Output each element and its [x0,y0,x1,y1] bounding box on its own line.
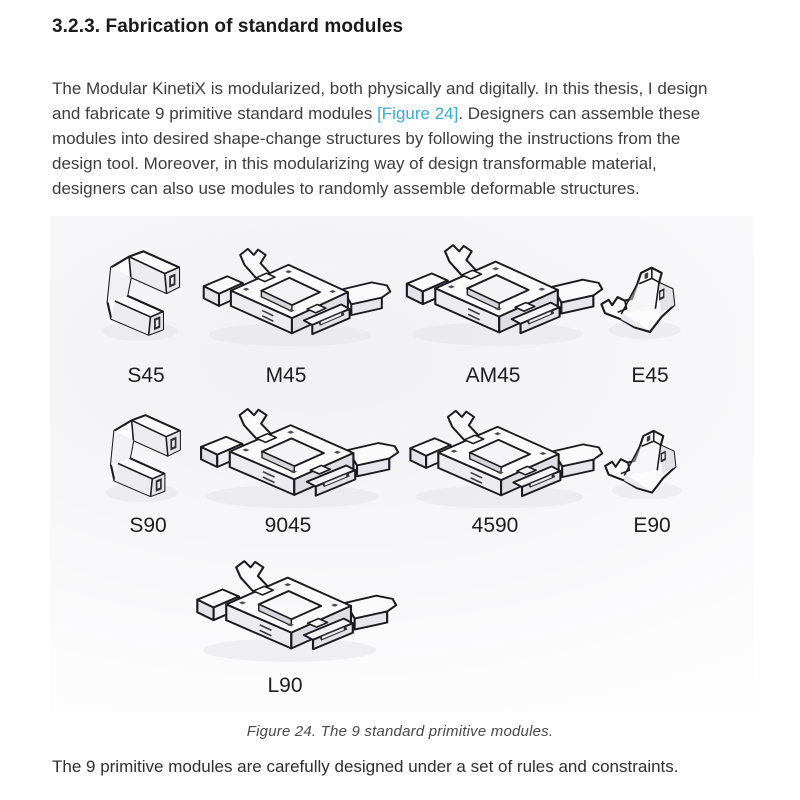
module-m45-render [180,242,392,360]
module-4590-render [386,404,604,522]
figure-caption: Figure 24. The 9 standard primitive modules. [246,723,554,740]
module-label-s45: S45 [127,364,165,387]
module-am45-render [382,238,604,360]
intro-paragraph [52,76,724,201]
module-label-4590: 4590 [471,514,519,537]
module-label-9045: 9045 [264,514,312,537]
intro-text-before-link: The Modular KinetiX is modularized, both physically and digitally. In this thesis, I design and fabricate 9 primitive standard modules [52,79,708,123]
module-9045-render [176,402,400,522]
module-label-am45: AM45 [465,364,521,387]
module-label-s90: S90 [129,514,167,537]
section-heading: 3.2.3. Fabrication of standard modules [52,16,404,37]
module-label-l90: L90 [267,674,303,697]
figure-24-link[interactable]: [Figure 24] [377,104,459,123]
closing-paragraph: The 9 primitive modules are carefully designed under a set of rules and constraints. [52,757,679,776]
figure-24 [50,216,754,712]
module-label-m45: M45 [265,364,307,387]
module-e45-render [596,248,704,348]
intro-text-after-link: . Designers can assemble these modules into desired shape-change structures by following the instructions from the design tool. Moreover, in this modularizing way of design transformable material, designers can also use modules to randomly assemble deformable structures. [52,104,701,198]
module-label-e90: E90 [633,514,671,537]
module-l90-render [172,554,398,676]
module-e90-render [600,412,704,508]
module-label-e45: E45 [631,364,669,387]
